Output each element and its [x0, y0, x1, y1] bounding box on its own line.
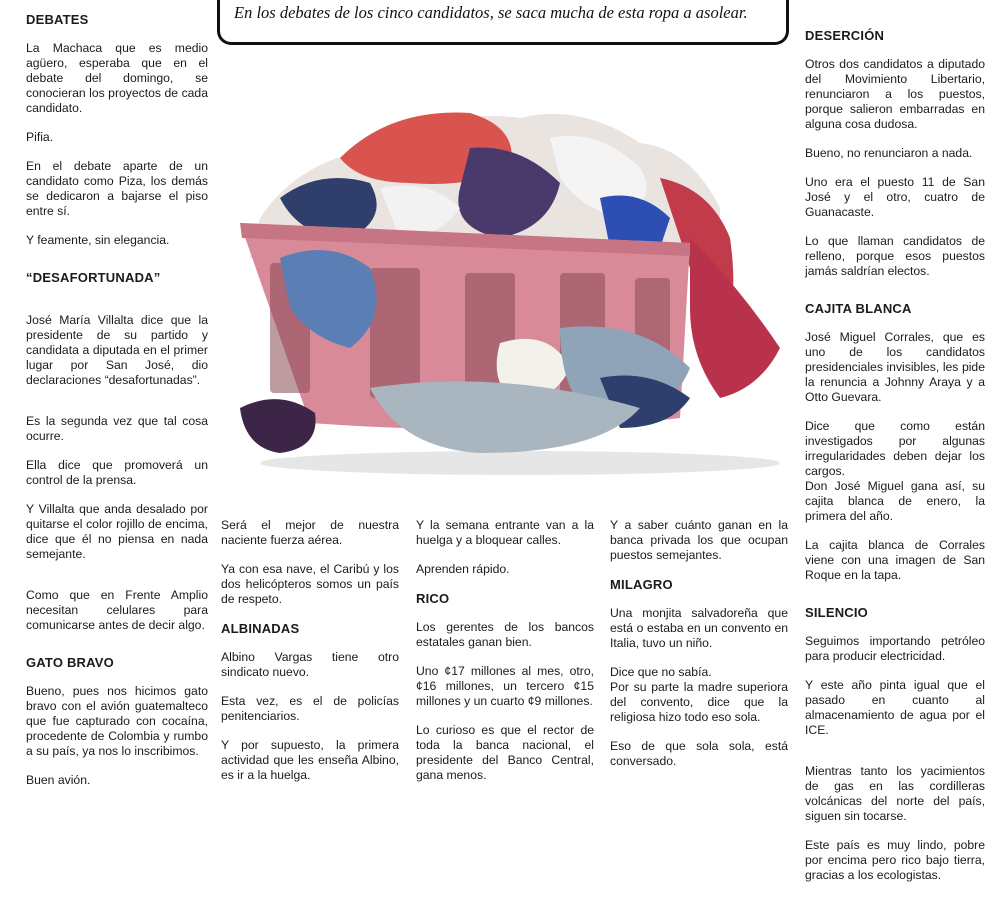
paragraph: Otros dos candidatos a diputado del Movimiento Libertario, renunciaron a los puestos, porque salieron embarradas en alguna cosa dudosa. — [805, 57, 985, 131]
paragraph: Don José Miguel gana así, su cajita blanca de enero, la primera del año. — [805, 479, 985, 523]
paragraph: Esta vez, es el de policías penitenciarios. — [221, 694, 399, 723]
cajita-blanca-heading: CAJITA BLANCA — [805, 301, 912, 316]
paragraph: José María Villalta dice que la presidente de su partido y candidata a diputada en el primer lugar por San José, dio declaraciones “desafortunadas”. — [26, 313, 208, 387]
paragraph: Lo que llaman candidatos de relleno, porque esos puestos jamás saldrían electos. — [805, 234, 985, 278]
paragraph: Eso de que sola sola, está conversado. — [610, 739, 788, 768]
paragraph: Y feamente, sin elegancia. — [26, 233, 170, 247]
paragraph: En el debate aparte de un candidato como Piza, los demás se dedicaron a bajarse el piso entre sí. — [26, 159, 208, 218]
paragraph: Y la semana entrante van a la huelga y a bloquear calles. — [416, 518, 594, 547]
rico-heading: RICO — [416, 591, 450, 606]
silencio-heading: SILENCIO — [805, 605, 868, 620]
paragraph: Uno era el puesto 11 de San José y el otro, cuatro de Guanacaste. — [805, 175, 985, 219]
desercion-heading: DESERCIÓN — [805, 28, 885, 43]
paragraph: Será el mejor de nuestra naciente fuerza aérea. — [221, 518, 399, 547]
column-bottom-2 — [416, 518, 594, 797]
paragraph: Este país es muy lindo, pobre por encima pero rico bajo tierra, gracias a los ecologistas. — [805, 838, 985, 882]
paragraph: Los gerentes de los bancos estatales ganan bien. — [416, 620, 594, 649]
paragraph: Albino Vargas tiene otro sindicato nuevo. — [221, 650, 399, 679]
photo-caption: En los debates de los cinco candidatos, se saca mucha de esta ropa a asolear. — [234, 3, 748, 22]
paragraph: Y a saber cuánto ganan en la banca privada los que ocupan puestos semejantes. — [610, 518, 788, 562]
paragraph: Y este año pinta igual que el pasado en cuanto al almacenamiento de agua por el ICE. — [805, 678, 985, 737]
paragraph: Mientras tanto los yacimientos de gas en las cordilleras volcánicas del norte del país, siguen sin tocarse. — [805, 764, 985, 823]
gato-bravo-heading: GATO BRAVO — [26, 655, 114, 670]
paragraph: La cajita blanca de Corrales viene con una imagen de San Roque en la tapa. — [805, 538, 985, 582]
albinadas-heading: ALBINADAS — [221, 621, 300, 636]
paragraph: Y por supuesto, la primera actividad que les enseña Albino, es ir a la huelga. — [221, 738, 399, 782]
paragraph: La Machaca que es medio agüero, esperaba que en el debate del domingo, se conocieran los proyectos de cada candidato. — [26, 41, 208, 115]
milagro-heading: MILAGRO — [610, 577, 673, 592]
paragraph: Dice que no sabía. — [610, 665, 712, 679]
paragraph: Seguimos importando petróleo para producir electricidad. — [805, 634, 985, 663]
paragraph: Pifia. — [26, 130, 54, 144]
paragraph: Como que en Frente Amplio necesitan celulares para comunicarse antes de decir algo. — [26, 588, 208, 632]
paragraph: Lo curioso es que el rector de toda la banca nacional, el presidente del Banco Central, gana menos. — [416, 723, 594, 782]
paragraph: Bueno, pues nos hicimos gato bravo con el avión guatemalteco que fue capturado con cocaína, procedente de Colombia y rumbo a su país, ya nos lo inscribimos. — [26, 684, 208, 758]
desafortunada-heading: “DESAFORTUNADA” — [26, 270, 161, 285]
paragraph: Aprenden rápido. — [416, 562, 510, 576]
paragraph: Una monjita salvadoreña que está o estaba en un convento en Italia, tuvo un niño. — [610, 606, 788, 650]
column-bottom-3 — [610, 518, 788, 783]
paragraph: Dice que como están investigados por algunas irregularidades deben dejar los cargos. — [805, 419, 985, 478]
laundry-basket-photo — [220, 88, 790, 488]
column-right — [805, 28, 985, 897]
paragraph: Buen avión. — [26, 773, 91, 787]
debates-heading: DEBATES — [26, 12, 89, 27]
column-left — [26, 12, 208, 802]
paragraph: Y Villalta que anda desalado por quitarse el color rojillo de encima, dice que él no piensa en nada semejante. — [26, 502, 208, 561]
paragraph: José Miguel Corrales, que es uno de los candidatos presidenciales invisibles, les pide la renuncia a Johnny Araya y a Otto Guevara. — [805, 330, 985, 404]
paragraph: Ella dice que promoverá un control de la prensa. — [26, 458, 208, 487]
paragraph: Por su parte la madre superiora del convento, dice que la religiosa hizo todo eso sola. — [610, 680, 788, 724]
paragraph: Es la segunda vez que tal cosa ocurre. — [26, 414, 208, 443]
column-bottom-1 — [221, 518, 399, 797]
paragraph: Bueno, no renunciaron a nada. — [805, 146, 973, 160]
paragraph: Uno ¢17 millones al mes, otro, ¢16 millones, un tercero ¢15 millones y un cuarto ¢9 millones. — [416, 664, 594, 708]
paragraph: Ya con esa nave, el Caribú y los dos helicópteros somos un país de respeto. — [221, 562, 399, 606]
